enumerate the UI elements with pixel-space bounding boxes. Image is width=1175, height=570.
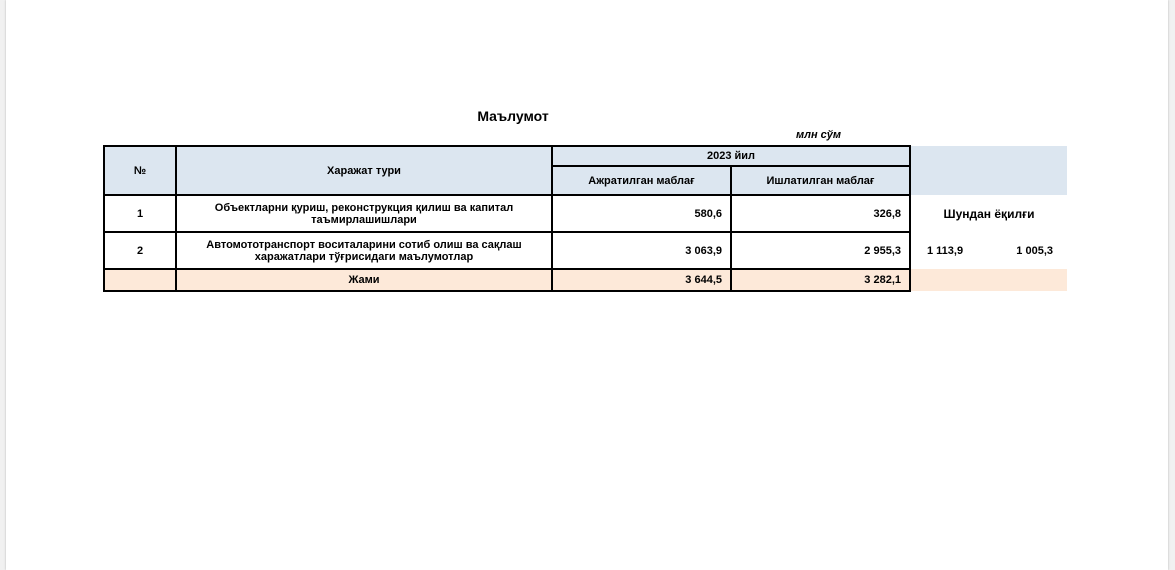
header-year: 2023 йил [552, 146, 910, 166]
row-number: 1 [104, 195, 176, 232]
header-expense-type: Харажат тури [176, 146, 552, 195]
row-used: 2 955,3 [731, 232, 910, 269]
extra-note: Шундан ёқилғи [943, 206, 1035, 221]
total-number-cell [104, 269, 176, 291]
total-row [104, 269, 1067, 291]
expense-table [103, 145, 1067, 292]
unit-label: млн сўм [796, 129, 842, 141]
extra-values-cell [910, 232, 1067, 269]
row-allocated: 580,6 [552, 195, 731, 232]
total-allocated: 3 644,5 [552, 269, 731, 291]
table-row [104, 195, 1067, 232]
header-used: Ишлатилган маблағ [731, 166, 910, 195]
row-used: 326,8 [731, 195, 910, 232]
row-number: 2 [104, 232, 176, 269]
header-side-cell [910, 146, 1067, 195]
extra-value-2: 1 005,3 [1016, 244, 1053, 257]
header-allocated: Ажратилган маблағ [552, 166, 731, 195]
header-row-1 [104, 146, 1067, 166]
document-title: Маълумот [477, 108, 549, 124]
extra-note-cell [910, 195, 1067, 232]
total-side-cell [910, 269, 1067, 291]
row-expense-type: Объектларни қуриш, реконструкция қилиш ва капитал таъмирлашишлари [176, 195, 552, 232]
document-page [6, 0, 1168, 570]
row-expense-type: Автомототранспорт воситаларини сотиб олиш ва сақлаш харажатлари тўғрисидаги маълумотлар [176, 232, 552, 269]
total-used: 3 282,1 [731, 269, 910, 291]
table-row [104, 232, 1067, 269]
header-number: № [104, 146, 176, 195]
row-allocated: 3 063,9 [552, 232, 731, 269]
extra-value-1: 1 113,9 [927, 244, 964, 257]
total-label: Жами [176, 269, 552, 291]
